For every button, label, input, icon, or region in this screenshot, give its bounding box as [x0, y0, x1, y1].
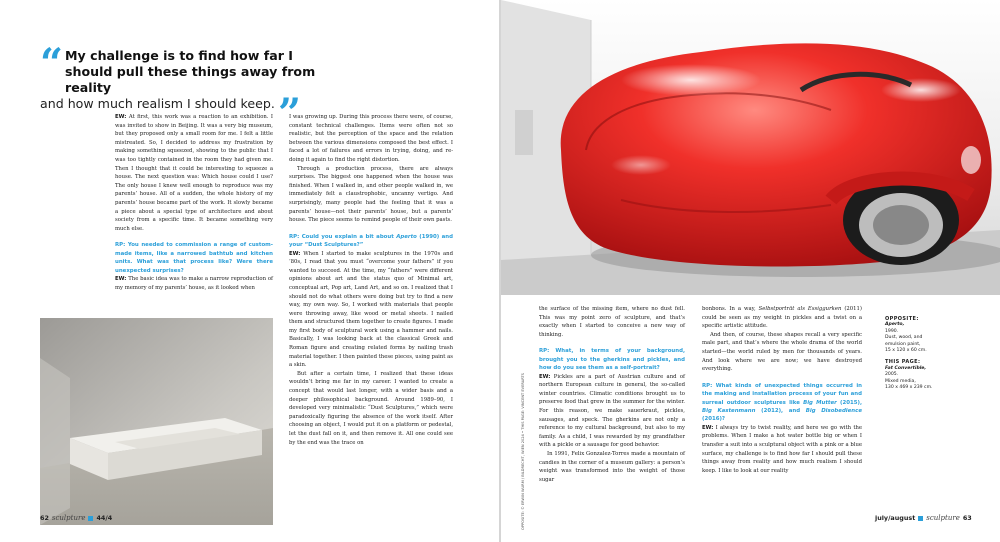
paragraph: the surface of the missing item, where no dust fell. This was my point zero of sculpture, and that’s exactly when I started to conceive a new way of thinking. — [539, 306, 685, 338]
question-text: (2016)? — [702, 416, 726, 423]
image-captions — [885, 316, 965, 391]
issue-number: 44/4 — [96, 514, 113, 522]
paragraph — [115, 275, 273, 292]
artwork-title: Big Kastenmann — [702, 407, 756, 414]
question — [115, 241, 273, 275]
paragraph-text: When I started to make sculptures in the 1970s and ’80s, I read that you must “overcome your fathers” if you wanted to succeed. At the time, my “fathers” were different opinions about art and the status quo of Minimal art, conceptual art, Pop art, Land Art, and so on. I realized that I should not do what others were doing but try to find a new way, my own way. So, I worked with materials that people were throwing away, like wood or metal sheets. I nailed them and structured them together to create figures. I made my first body of sculptural work using a hammer and nails. Basically, I was looking back at the classical Greek and Roman figure and creating related forms by nailing trash material together. I then painted these pieces, using paint as a skin. — [289, 250, 453, 369]
speaker-label: RP: — [702, 382, 713, 389]
photo-credit-text: OPPOSITE: © ERWIN WURM / BILDRECHT, WIEN 2024 • THIS PAGE: VINCENT EVERARTS — [521, 373, 525, 530]
speaker-label: EW: — [289, 250, 301, 257]
text-column-2 — [289, 113, 453, 447]
folio-square-icon — [88, 516, 93, 521]
question-text: (2012), and — [755, 407, 806, 414]
caption-title: Fat Convertible, — [885, 365, 927, 371]
paragraph-text: bonbons. In a way, — [702, 306, 759, 312]
text-column-3 — [539, 305, 685, 484]
artwork-title: Aperto — [396, 233, 417, 240]
fat-convertible-photo — [501, 0, 1000, 295]
caption-medium: Dust, wood, and — [885, 335, 923, 341]
text-column-4 — [702, 305, 862, 475]
paragraph-text: Pickles are a part of Austrian culture and of northern European culture in general, the so-called winter countries. Climatic conditions brought us to preserve food that grew in the summer for the winter. For this reason, we make sauerkraut, pickles, sausages, and speck. The gherkins are not only a reference to my cultural background, but also to my family. As a child, I was rewarded by my grandfather with a pickle or a sausage for good behavior. — [539, 373, 685, 449]
speaker-label: EW: — [702, 424, 714, 431]
speaker-label: EW: — [115, 275, 127, 282]
caption-dimensions: 130 x 469 x 239 cm. — [885, 385, 933, 391]
folio-left — [40, 514, 112, 522]
question-text: (2015), — [836, 399, 862, 406]
paragraph — [702, 424, 862, 476]
question-text: Could you explain a bit about — [299, 233, 397, 240]
question — [702, 382, 862, 424]
speaker-label: RP: — [539, 348, 550, 355]
paragraph-text: (2011) could be seen as my weight in pickles and a twist on a specific artistic attitude. — [702, 306, 862, 330]
question — [539, 347, 685, 372]
pull-quote-bold: My challenge is to find how far I should pull these things away from reality — [65, 48, 316, 95]
question — [289, 233, 453, 250]
speaker-label: RP: — [115, 242, 126, 249]
paragraph: I was growing up. During this process there were, of course, constant technical challenges. Items were often not so realistic, but the perception of the space and the relation between the various dimensions composed the best effect. I faced a lot of failures and errors in trying, doing, and re-doing it again to find the right distortion. — [289, 114, 453, 163]
paragraph — [539, 373, 685, 450]
paragraph: Through a production process, there are always surprises. The biggest one happened when the house was finished. When I walked in, and other people walked in, we immediately felt a claustrophobic, uncanny vertigo. And surprisingly, many people had the feeling that it was a parents’ house—not their parents’ house, but a parents’ house. The piece seems to remind people of their own pasts. — [289, 165, 453, 224]
aperto-image — [40, 318, 273, 525]
paragraph: In 1991, Felix Gonzalez-Torres made a mountain of candies in the corner of a museum gallery: a person’s weight was transformed into the weight of those sugar — [539, 450, 685, 483]
caption-medium: Mixed media, — [885, 378, 916, 384]
magazine-name: sculpture — [51, 514, 86, 522]
caption-title: Aperto, — [885, 322, 905, 328]
issue-date: july/august — [875, 514, 916, 522]
paragraph: But after a certain time, I realized that these ideas wouldn’t bring me far in my career. I wanted to create a concept that would last longer, with a wider basis and a deeper philosophical background. Around 1989–90, I developed very minimalistic “Dust Sculptures,” which were paradoxically figuring the absence of the work itself. After choosing an object, I would put it on a platform or pedestal, let the dust fall on it, and then remove it. All one could see by the end was the trace on — [289, 370, 453, 446]
question-text: What, in terms of your background, brought you to the gherkins and pickles, and how do you see them as a self-portrait? — [539, 348, 685, 372]
question-text: What kinds of unexpected things occurred in the making and installation process of your fun and surreal outdoor sculptures like — [702, 382, 862, 406]
fat-convertible-image — [501, 0, 1000, 295]
question-text: You needed to commission a range of custom-made items, like a narrowed bathtub and kitchen units. What was that process like? Were there unexpected surprises? — [115, 242, 273, 274]
artwork-title: Selbstporträt als Essiggurken — [758, 306, 842, 312]
paragraph — [289, 250, 453, 370]
folio-square-icon — [918, 516, 923, 521]
caption-dimensions: 15 x 120 x 60 cm. — [885, 348, 927, 354]
paragraph — [115, 113, 273, 233]
paragraph — [702, 305, 862, 331]
photo-credit — [518, 330, 526, 530]
caption-heading: OPPOSITE: — [885, 316, 919, 322]
paragraph-text: The basic idea was to make a narrow reproduction of my memory of my parents’ house, as it looked when — [115, 275, 273, 291]
caption-year: 1990. — [885, 328, 899, 334]
text-column-1 — [115, 113, 273, 292]
caption-heading: THIS PAGE: — [885, 359, 921, 366]
question-text: (1990) and your “Dust Sculptures?” — [289, 233, 453, 249]
speaker-label: RP: — [289, 233, 300, 240]
artwork-title: Big Mutter — [803, 399, 837, 406]
speaker-label: EW: — [115, 114, 127, 120]
caption-year: 2005. — [885, 372, 899, 378]
caption-medium: emulsion paint, — [885, 341, 921, 347]
folio-right — [875, 514, 972, 522]
open-quote-icon: “ — [40, 40, 64, 87]
artwork-title: Big Disobedience — [805, 407, 862, 414]
page-number: 63 — [962, 514, 972, 522]
paragraph-text: At first, this work was a reaction to an exhibition. I was invited to show in Beijing. It was a very big museum, but they proposed only a small room for me. I felt a little mistreated. So, I decided to address my frustration by making something squeezed, showing to the public that I was too tightly contained in the room they had given me. Then I thought that it could be interesting to squeeze a house. The next question was: Which house could I use? The only house I knew well enough to reproduce was my parents’ house. All of a sudden, the whole history of my parents’ house became part of the work. It slowly became a piece about a special type of architecture and about society from a specific time. It became something very much else. — [115, 114, 273, 232]
aperto-photo — [40, 318, 273, 525]
pull-quote-light: and how much realism I should keep. — [40, 96, 275, 111]
magazine-name: sculpture — [926, 514, 960, 522]
page-number: 62 — [40, 514, 49, 522]
paragraph-text: I always try to twist reality, and here we go with the problems. When I make a hot water bottle big or when I transfer a suit into a sculptural object with a pink or a blue surface, my challenge is to find how far I should pull these things away from reality and how much realism I should keep. I like to look at our reality — [702, 424, 862, 474]
speaker-label: EW: — [539, 373, 551, 380]
paragraph: And then, of course, these shapes recall a very specific male part, and that’s where the whole drama of the world started—the world ruled by men for thousands of years. And look where we are now; we have destroyed everything. — [702, 331, 862, 373]
close-quote-icon: ” — [278, 90, 302, 137]
spine-gutter — [499, 0, 501, 542]
